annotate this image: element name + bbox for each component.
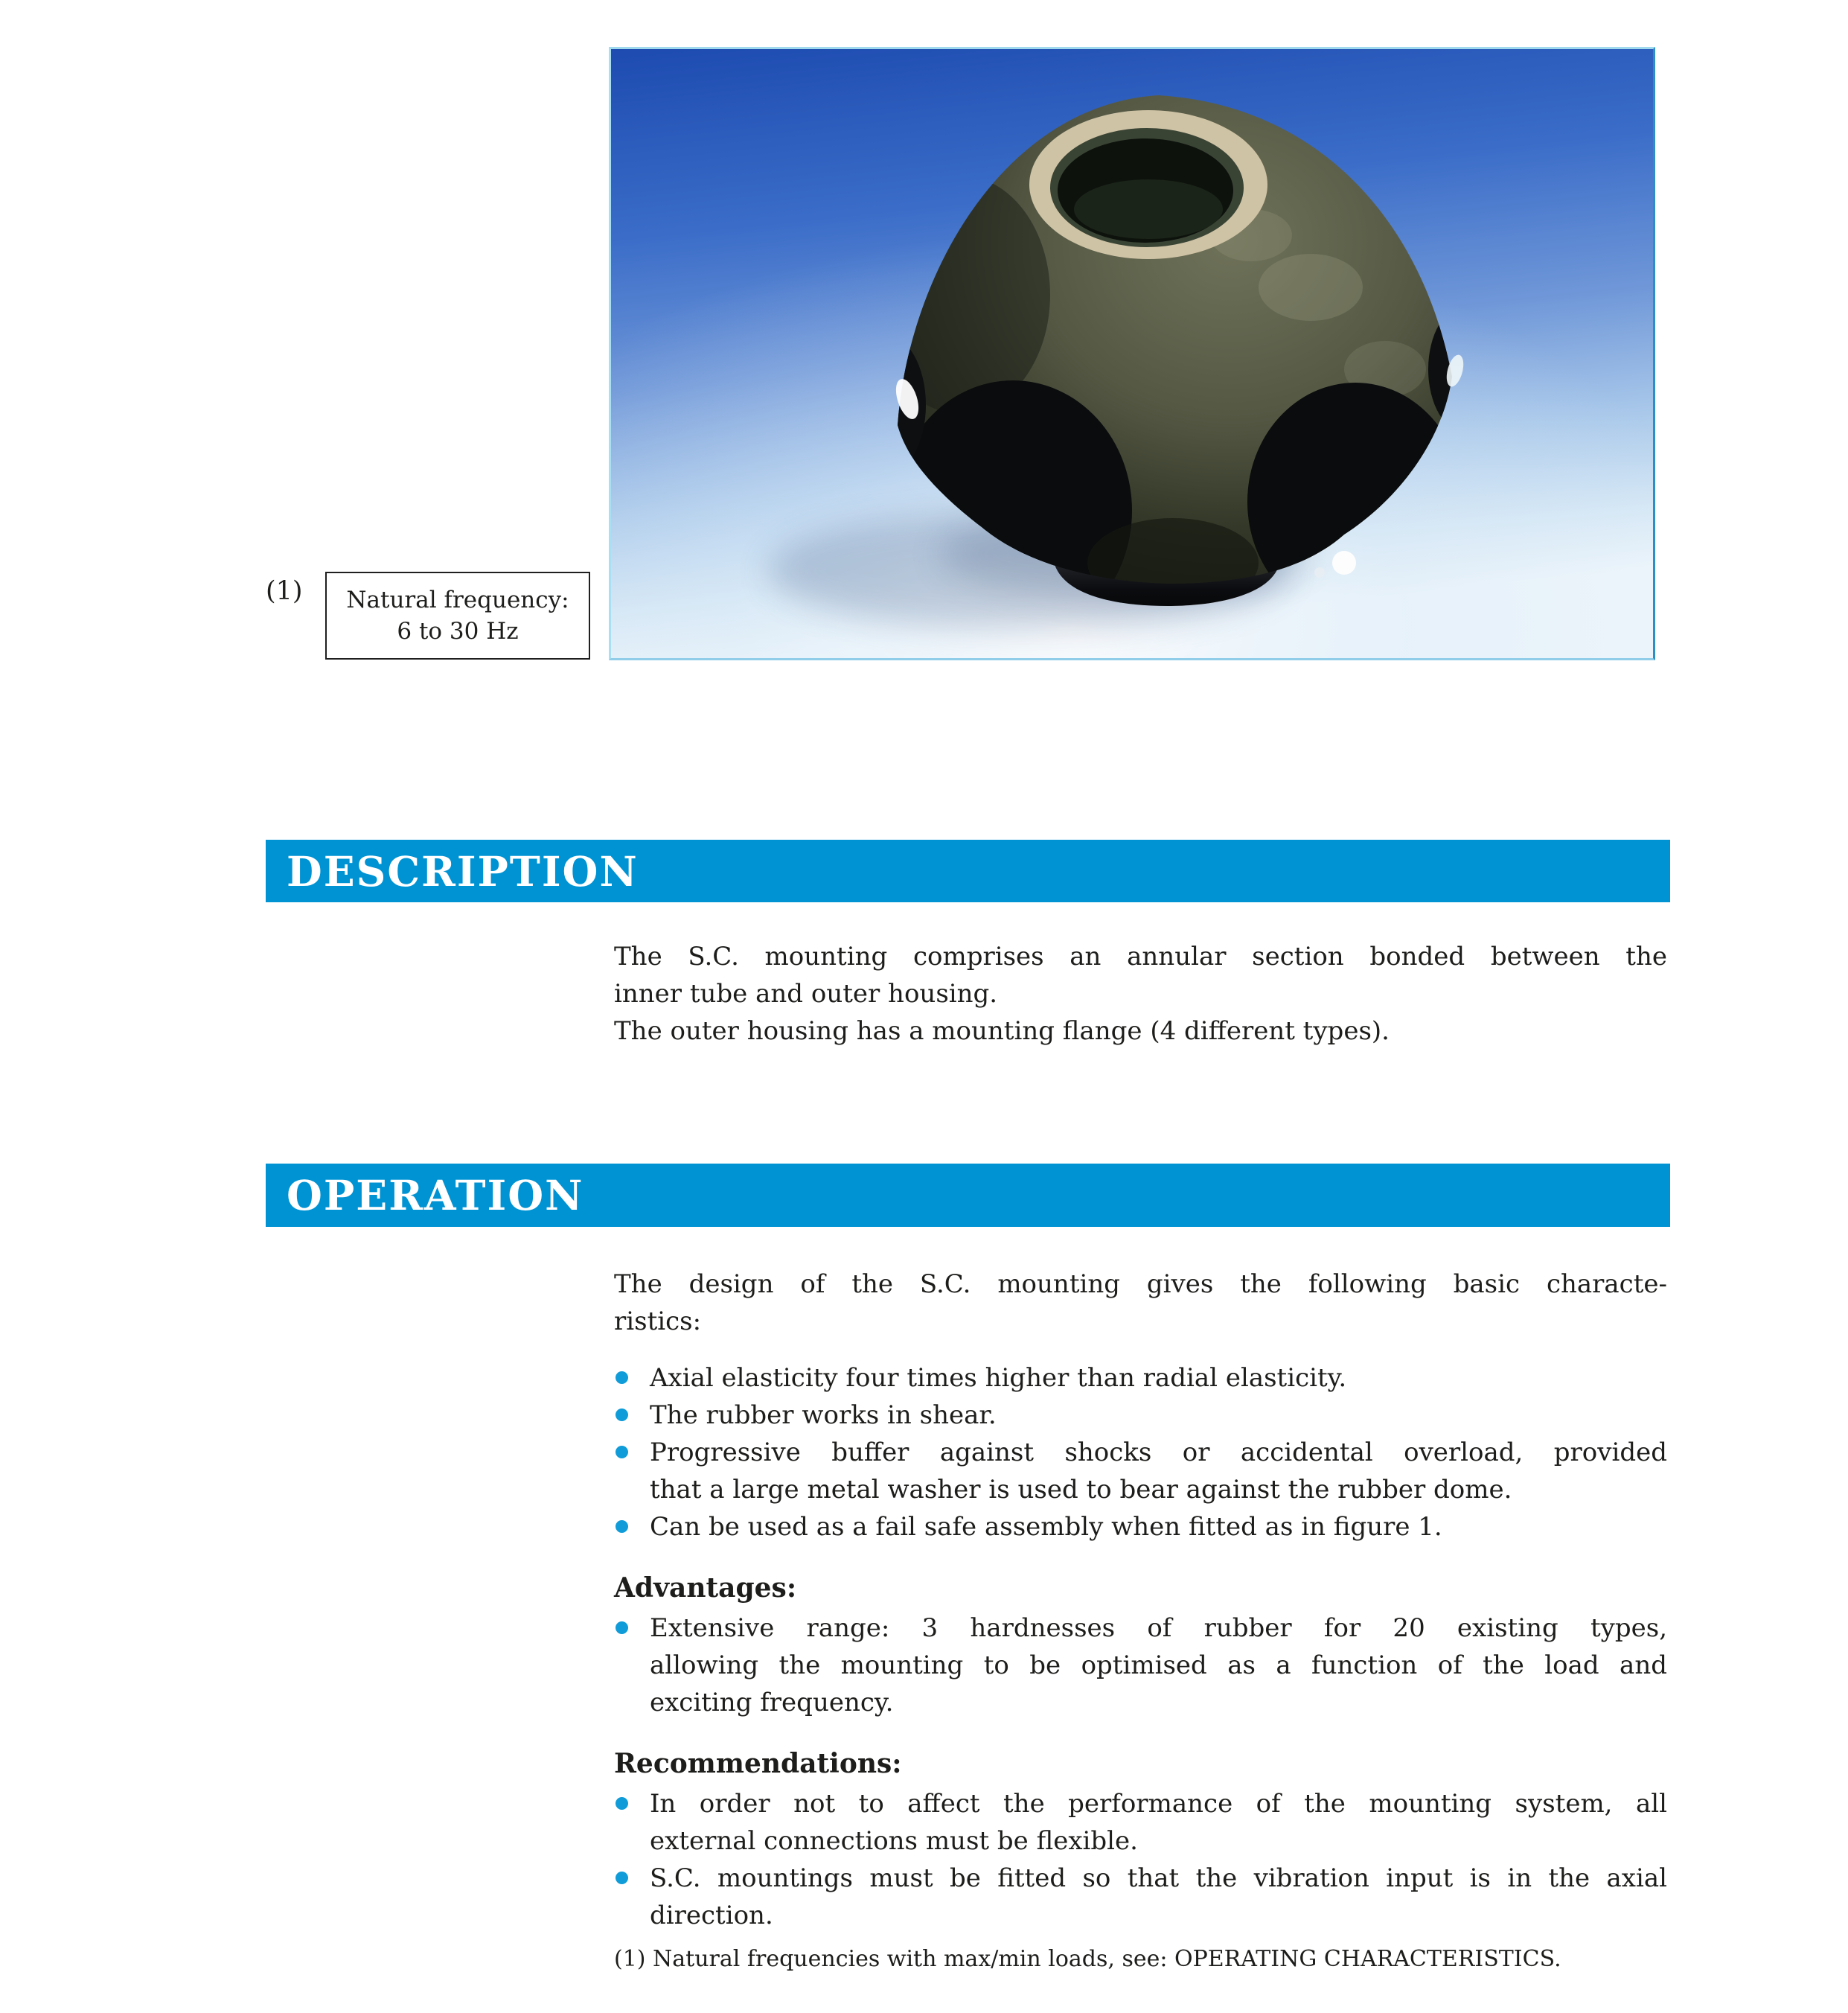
list-item xyxy=(614,1860,1667,1934)
advantages-list xyxy=(614,1610,1667,1721)
text-line: allowing the mounting to be optimised as a function of the load and xyxy=(650,1650,1667,1680)
note-line-2: 6 to 30 Hz xyxy=(397,618,519,645)
bullet-text xyxy=(650,1860,1667,1934)
description-paragraph xyxy=(614,938,1667,1050)
bullet-text xyxy=(650,1434,1667,1508)
text-line: S.C. mountings must be fitted so that the vibration input is in the axial xyxy=(650,1863,1667,1893)
product-photo xyxy=(609,47,1655,660)
text-line: Extensive range: 3 hardnesses of rubber for 20 existing types, xyxy=(650,1613,1667,1643)
natural-frequency-note-box xyxy=(325,572,590,660)
bullet-icon xyxy=(616,1446,628,1458)
recommendations-heading: Recommendations: xyxy=(614,1748,902,1779)
bullet-icon xyxy=(616,1797,628,1810)
list-item xyxy=(614,1610,1667,1721)
operation-intro xyxy=(614,1266,1667,1340)
text-line: that a large metal washer is used to bear against the rubber dome. xyxy=(650,1475,1512,1505)
list-item xyxy=(614,1397,1667,1434)
characteristics-list xyxy=(614,1359,1667,1545)
operation-body xyxy=(614,1266,1667,1934)
note-line-1: Natural frequency: xyxy=(346,587,569,613)
text-line: In order not to affect the performance of the mounting system, all xyxy=(650,1789,1667,1819)
recommendations-list xyxy=(614,1785,1667,1934)
text-line: inner tube and outer housing. xyxy=(614,979,998,1009)
bullet-text xyxy=(650,1785,1667,1860)
list-item xyxy=(614,1785,1667,1860)
text-line: Can be used as a fail safe assembly when fitted as in figure 1. xyxy=(650,1512,1442,1542)
figure-ref-label: (1) xyxy=(266,576,303,606)
text-line: ristics: xyxy=(614,1307,702,1336)
operation-title: OPERATION xyxy=(287,1171,584,1219)
text-line: Progressive buffer against shocks or accidental overload, provided xyxy=(650,1438,1667,1467)
bullet-text xyxy=(650,1359,1667,1397)
bullet-icon xyxy=(616,1409,628,1421)
text-line: The design of the S.C. mounting gives the following basic characte- xyxy=(614,1269,1667,1299)
bullet-icon xyxy=(616,1872,628,1884)
description-section-header xyxy=(266,840,1670,902)
text-line: exciting frequency. xyxy=(650,1688,894,1717)
footnote: (1) Natural frequencies with max/min loads, see: OPERATING CHARACTERISTICS. xyxy=(614,1946,1561,1972)
text-line: Axial elasticity four times higher than radial elasticity. xyxy=(650,1363,1347,1393)
text-line: external connections must be flexible. xyxy=(650,1826,1138,1856)
bullet-icon xyxy=(616,1621,628,1634)
bullet-text xyxy=(650,1397,1667,1434)
mounting-photo-illustration xyxy=(611,49,1653,658)
text-line: The S.C. mounting comprises an annular section bonded between the xyxy=(614,942,1667,972)
text-line: The rubber works in shear. xyxy=(650,1400,997,1430)
bullet-text xyxy=(650,1508,1667,1545)
list-item xyxy=(614,1434,1667,1508)
description-title: DESCRIPTION xyxy=(287,846,639,896)
list-item xyxy=(614,1508,1667,1545)
list-item xyxy=(614,1359,1667,1397)
bullet-icon xyxy=(616,1371,628,1384)
bullet-text xyxy=(650,1610,1667,1721)
text-line: The outer housing has a mounting flange (4 different types). xyxy=(614,1016,1390,1046)
text-line: direction. xyxy=(650,1901,773,1930)
bullet-icon xyxy=(616,1520,628,1533)
operation-section-header xyxy=(266,1164,1670,1227)
advantages-heading: Advantages: xyxy=(614,1572,797,1604)
